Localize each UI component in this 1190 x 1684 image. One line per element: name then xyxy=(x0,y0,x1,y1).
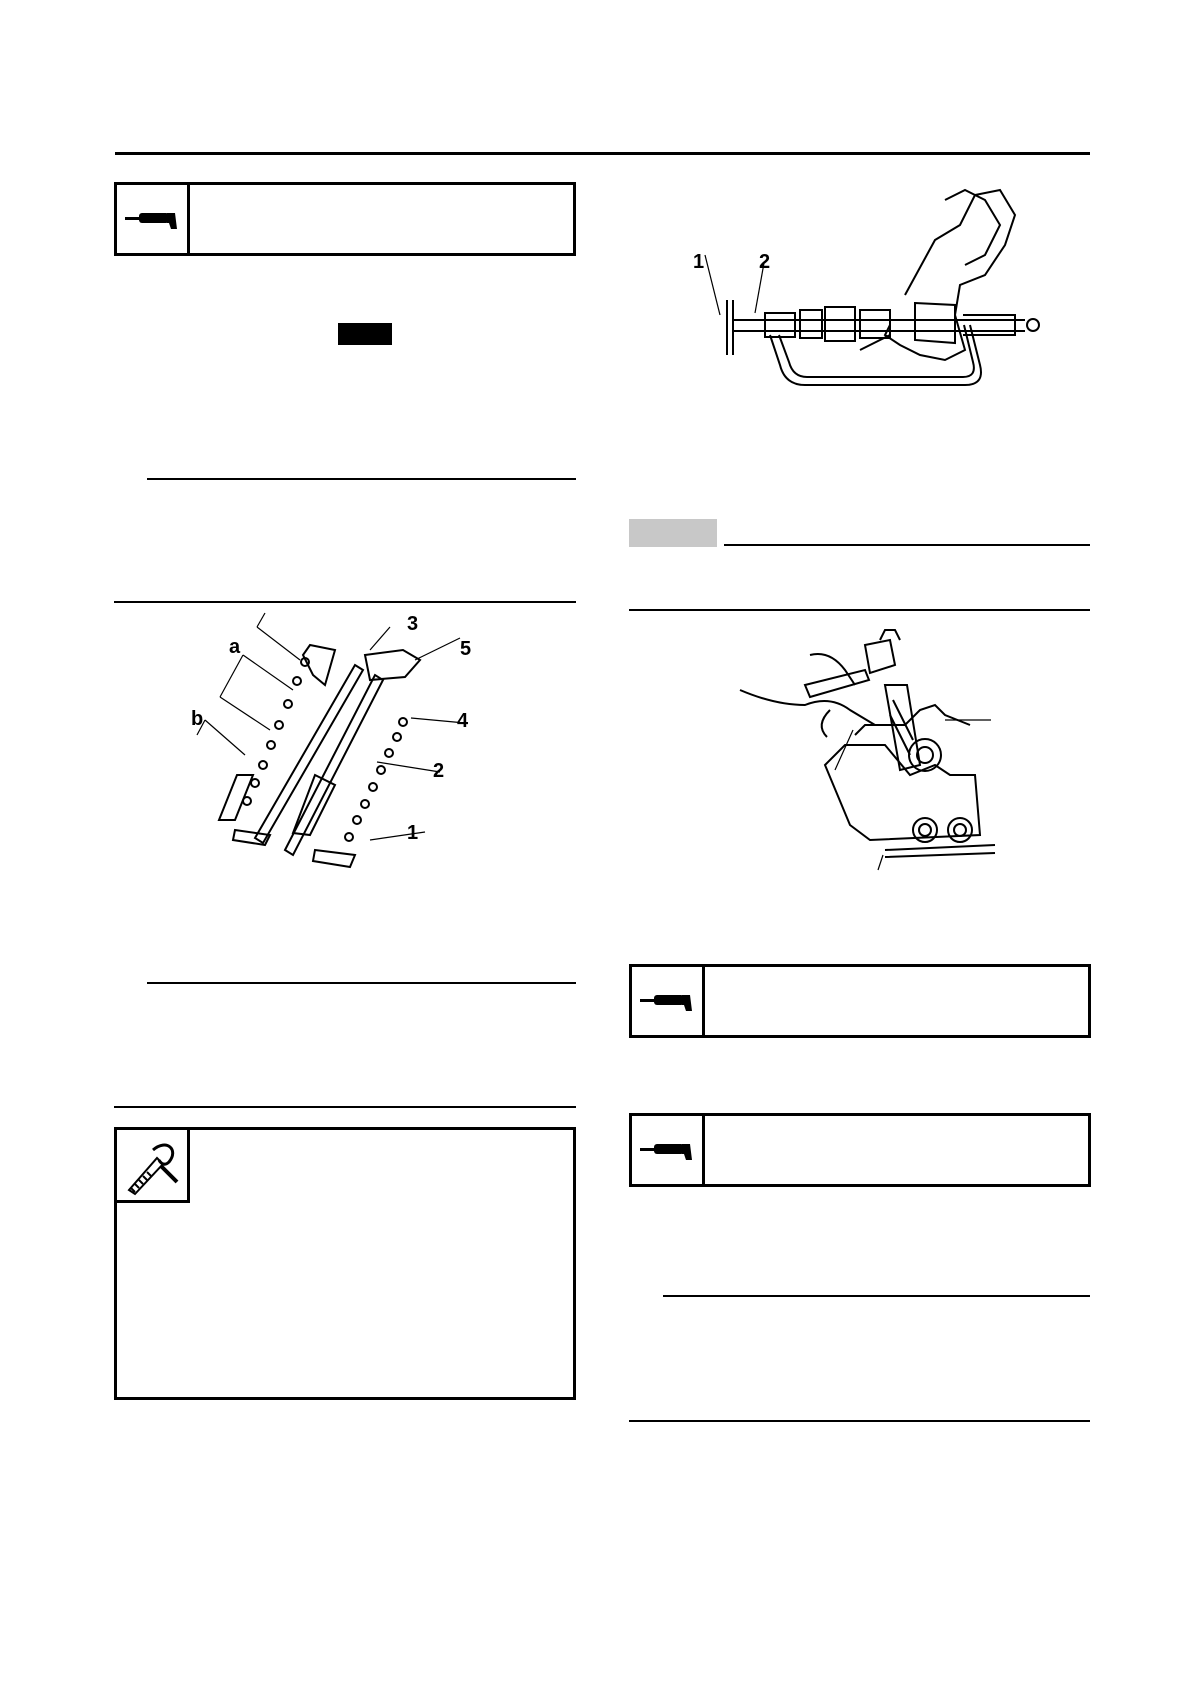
note-rule-bottom-2 xyxy=(114,1106,576,1108)
note-rule-top-1 xyxy=(147,478,576,480)
valve-guide-figure xyxy=(735,625,1005,890)
spec-box xyxy=(114,1127,576,1400)
tool-icon-cell xyxy=(117,185,190,253)
label-1: 1 xyxy=(407,822,419,844)
label-2: 2 xyxy=(433,760,445,782)
tool-icon-cell-2 xyxy=(632,967,705,1035)
label-4: 4 xyxy=(457,710,469,732)
tool-box-right-1 xyxy=(629,964,1091,1038)
tool-icon xyxy=(632,967,702,1035)
valve-compressor-figure xyxy=(693,185,1055,415)
caution-rule-bottom xyxy=(629,609,1090,611)
note-rule-bottom-1 xyxy=(114,601,576,603)
comp-label-1: 1 xyxy=(693,251,705,273)
note-rule-top-2 xyxy=(147,982,576,984)
label-3: 3 xyxy=(407,613,419,635)
tool-box-right-2 xyxy=(629,1113,1091,1187)
label-a: a xyxy=(229,636,241,658)
label-b: b xyxy=(191,708,204,730)
valve-spring-figure xyxy=(175,605,495,875)
caution-rule-top xyxy=(724,544,1090,546)
tool-icon xyxy=(632,1116,702,1184)
black-label-tab xyxy=(338,323,392,345)
tool-icon-cell-3 xyxy=(632,1116,705,1184)
note-rule-top-3 xyxy=(663,1295,1090,1297)
comp-label-2: 2 xyxy=(759,251,771,273)
wrench-icon-cell xyxy=(117,1130,190,1203)
gray-label-tab xyxy=(629,519,717,547)
tool-box-top-left xyxy=(114,182,576,256)
tool-icon xyxy=(117,185,187,253)
label-5: 5 xyxy=(460,638,472,660)
wrench-feeler-icon xyxy=(117,1130,187,1200)
note-rule-bottom-3 xyxy=(629,1420,1090,1422)
header-rule xyxy=(115,152,1090,155)
